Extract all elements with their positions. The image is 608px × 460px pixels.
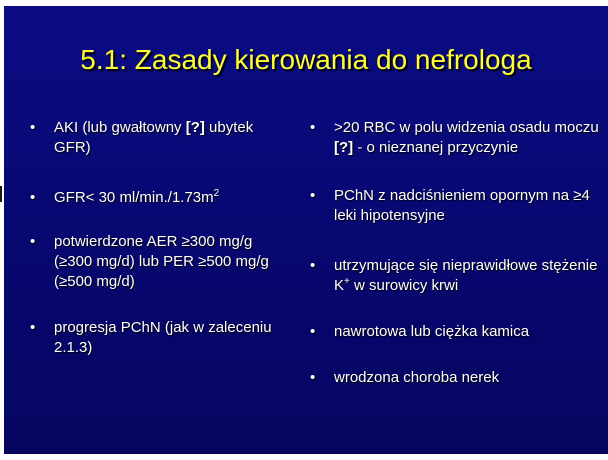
- window-edge-marker: [0, 186, 2, 202]
- list-item-text: AKI (lub gwałtowny [?] ubytek GFR): [54, 119, 254, 156]
- bullet-icon: •: [30, 119, 36, 136]
- list-item: [310, 368, 600, 388]
- bullet-icon: •: [310, 323, 316, 340]
- list-item: [30, 232, 292, 292]
- bullet-icon: •: [310, 119, 316, 136]
- presentation-slide: [4, 6, 608, 454]
- list-item-text: progresja PChN (jak w zaleceniu 2.1.3): [54, 319, 272, 356]
- bullet-icon: •: [310, 187, 316, 204]
- bullet-icon: •: [30, 189, 36, 206]
- right-bullet-list: [310, 118, 600, 414]
- bullet-icon: •: [30, 319, 36, 336]
- bullet-icon: •: [310, 257, 316, 274]
- bullet-icon: •: [30, 233, 36, 250]
- list-item-text: potwierdzone AER ≥300 mg/g (≥300 mg/d) lub PER ≥500 mg/g (≥500 mg/d): [54, 233, 269, 290]
- list-item-text: PChN z nadciśnieniem opornym na ≥4 leki hipotensyjne: [334, 187, 590, 224]
- list-item: [30, 188, 292, 208]
- list-item-text: wrodzona choroba nerek: [334, 369, 500, 386]
- slide-title: 5.1: Zasady kierowania do nefrologa: [80, 44, 532, 75]
- bullet-icon: •: [310, 369, 316, 386]
- list-item: [310, 186, 600, 226]
- list-item-text: utrzymujące się nieprawidłowe stężenie K+ w surowicy krwi: [334, 257, 598, 294]
- list-item: [310, 118, 600, 158]
- list-item: [30, 118, 292, 158]
- list-item: [310, 256, 600, 296]
- list-item-text: nawrotowa lub ciężka kamica: [334, 323, 530, 340]
- left-bullet-list: [30, 118, 292, 384]
- list-item: [310, 322, 600, 342]
- list-item-text: GFR< 30 $ml/\min./1.73m^2$: [54, 188, 220, 206]
- list-item-text: >20 RBC w polu widzenia osadu moczu [?] - o nieznanej przyczynie: [334, 119, 599, 156]
- list-item: [30, 318, 292, 358]
